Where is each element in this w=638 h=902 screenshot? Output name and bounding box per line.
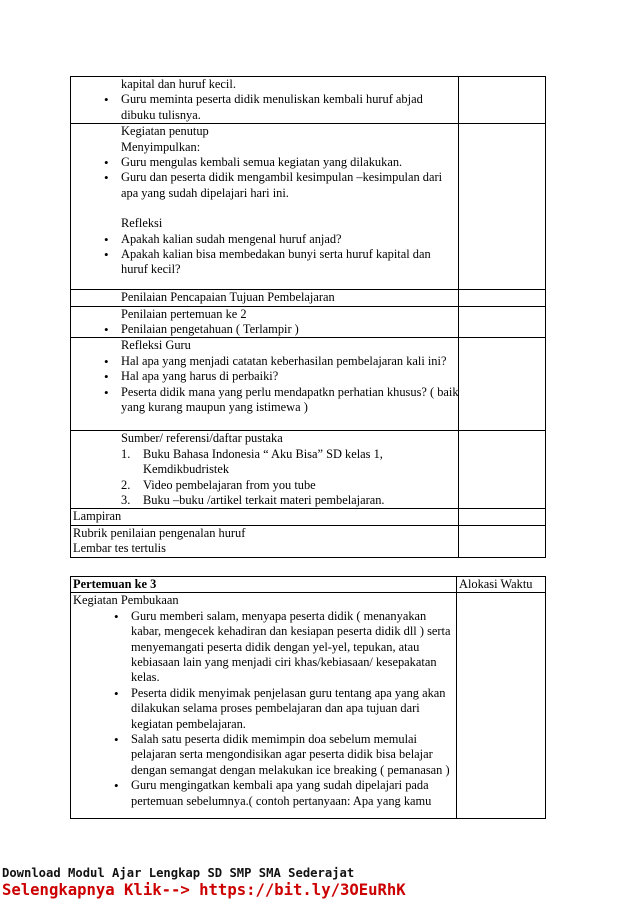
table-row	[71, 290, 546, 306]
bullet-item: • Hal apa yang menjadi catatan keberhasilan pembelajaran kali ini?	[73, 354, 466, 369]
table-header-row	[71, 577, 546, 593]
empty-cell	[459, 124, 546, 290]
bullet-item: • Guru memberi salam, menyapa peserta didik ( menanyakan kabar, mengecek kehadiran dan kesiapan peserta didik dll ) serta menyemangati peserta didik dengan yel-yel, tepukan, atau kebiasaan lain yang menjadi ciri khas/kebiasaan/ kesepakatan kelas.	[73, 609, 451, 686]
opening-activity-heading: Kegiatan Pembukaan	[73, 593, 179, 608]
table-row	[71, 593, 546, 819]
bullet-item: • Guru mengingatkan kembali apa yang sudah dipelajari pada pertemuan sebelumnya.( contoh pertanyaan: Apa yang kamu	[73, 778, 456, 809]
empty-cell	[459, 306, 546, 338]
bullet-item: • Peserta didik menyimak penjelasan guru tentang apa yang akan dilakukan selama proses pembelajaran dan apa tujuan dari kegiatan pembelajaran.	[73, 686, 451, 732]
attachment-item: Rubrik penilaian pengenalan huruf	[73, 525, 246, 540]
bullet-item: • Peserta didik mana yang perlu mendapatkn perhatian khusus? ( baik yang kurang maupun yang istimewa )	[73, 385, 466, 416]
teacher-reflection-heading: Refleksi Guru	[121, 338, 191, 353]
empty-cell	[459, 290, 546, 306]
empty-cell	[459, 431, 546, 509]
time-allocation-header: Alokasi Waktu	[459, 577, 533, 591]
assessment-meeting: Penilaian pertemuan ke 2	[121, 306, 247, 321]
table-row	[71, 77, 546, 124]
empty-cell	[459, 525, 546, 557]
table-row	[71, 525, 546, 557]
bullet-item: • Guru meminta peserta didik menuliskan kembali huruf abjad dibuku tulisnya.	[73, 92, 459, 123]
activity-cell	[71, 77, 459, 124]
bullet-item: • Guru mengulas kembali semua kegiatan yang dilakukan.	[73, 155, 458, 170]
bullet-item: • Hal apa yang harus di perbaiki?	[73, 369, 458, 384]
table-row	[71, 338, 546, 431]
table-row	[71, 431, 546, 509]
sub-heading: Menyimpulkan:	[121, 139, 201, 154]
attachment-heading: Lampiran	[73, 509, 122, 524]
table-row	[71, 306, 546, 338]
closing-activity-cell	[71, 124, 459, 290]
references-heading: Sumber/ referensi/daftar pustaka	[121, 431, 283, 446]
table-row	[71, 509, 546, 525]
empty-cell	[459, 338, 546, 431]
empty-cell	[457, 593, 546, 819]
attachment-item: Lembar tes tertulis	[73, 541, 166, 556]
line-text: kapital dan huruf kecil.	[121, 77, 236, 91]
bullet-item: • Apakah kalian bisa membedakan bunyi serta huruf kapital dan huruf kecil?	[73, 247, 451, 278]
table-row	[71, 124, 546, 290]
section-heading: Kegiatan penutup	[121, 124, 209, 139]
empty-cell	[459, 509, 546, 525]
bullet-item: • Salah satu peserta didik memimpin doa sebelum memulai pelajaran serta mengondisikan agar peserta didik bisa belajar dengan semangat dengan melakukan ice breaking ( pemanasan )	[73, 732, 456, 778]
bullet-item: • Apakah kalian sudah mengenal huruf anjad?	[73, 232, 458, 247]
lesson-table-continued	[70, 76, 546, 558]
meeting-3-table	[70, 576, 546, 819]
numbered-item: 2. Video pembelajaran from you tube	[121, 477, 316, 492]
assessment-heading: Penilaian Pencapaian Tujuan Pembelajaran	[121, 290, 335, 305]
numbered-item: 3. Buku –buku /artikel terkait materi pembelajaran.	[121, 493, 385, 508]
meeting-title: Pertemuan ke 3	[73, 577, 157, 591]
empty-cell	[459, 77, 546, 124]
bullet-item: • Penilaian pengetahuan ( Terlampir )	[73, 322, 458, 337]
numbered-item: 1. Buku Bahasa Indonesia “ Aku Bisa” SD kelas 1, Kemdikbudristek	[121, 446, 383, 477]
download-banner-text: Download Modul Ajar Lengkap SD SMP SMA Sederajat	[2, 866, 355, 880]
reflection-heading: Refleksi	[121, 216, 163, 231]
download-link[interactable]: Selengkapnya Klik--> https://bit.ly/3OEuRhK	[2, 881, 406, 899]
bullet-item: • Guru dan peserta didik mengambil kesimpulan –kesimpulan dari apa yang sudah dipelajari hari ini.	[73, 170, 451, 201]
